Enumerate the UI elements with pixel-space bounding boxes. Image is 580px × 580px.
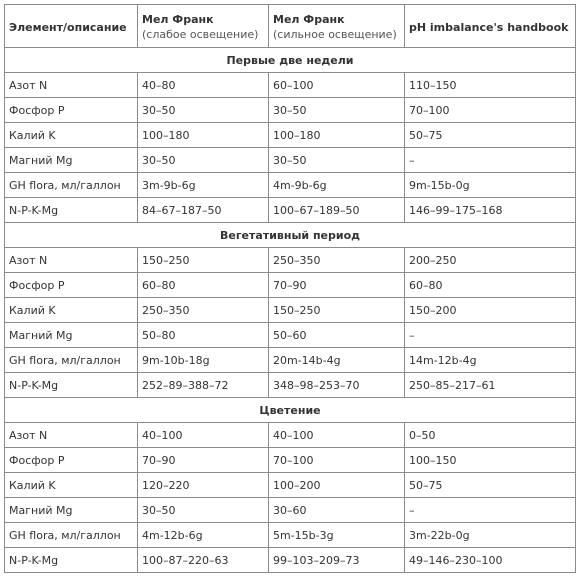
table-row — [5, 373, 576, 398]
table-row — [5, 73, 576, 98]
table-cell: 9m-10b-18g — [138, 348, 269, 373]
table-row — [5, 173, 576, 198]
table-cell: Магний Mg — [5, 148, 138, 173]
header-cell-element — [5, 5, 138, 48]
table-cell: 50–75 — [405, 123, 576, 148]
table-cell: 250–350 — [138, 298, 269, 323]
table-cell: 50–60 — [269, 323, 405, 348]
table-cell: 30–60 — [269, 498, 405, 523]
header-title: Мел Франк — [273, 13, 345, 26]
table-cell: 30–50 — [138, 498, 269, 523]
section-row — [5, 223, 576, 248]
table-cell: 100–200 — [269, 473, 405, 498]
header-title: pH imbalance's handbook — [409, 20, 569, 34]
table-row — [5, 423, 576, 448]
table-cell: Фосфор P — [5, 98, 138, 123]
table-cell: Магний Mg — [5, 498, 138, 523]
section-title: Первые две недели — [5, 48, 576, 73]
table-cell: 3m-22b-0g — [405, 523, 576, 548]
table-cell: 3m-9b-6g — [138, 173, 269, 198]
table-cell: 120–220 — [138, 473, 269, 498]
table-cell: 250–350 — [269, 248, 405, 273]
table-cell: GH flora, мл/галлон — [5, 173, 138, 198]
table-cell: Азот N — [5, 423, 138, 448]
table-cell: 40–100 — [269, 423, 405, 448]
table-row — [5, 273, 576, 298]
nutrient-table-container — [4, 4, 576, 573]
table-cell: 60–80 — [138, 273, 269, 298]
table-cell: 30–50 — [269, 148, 405, 173]
table-cell: 60–80 — [405, 273, 576, 298]
table-cell: 70–90 — [138, 448, 269, 473]
table-row — [5, 148, 576, 173]
table-cell: Калий K — [5, 473, 138, 498]
section-row — [5, 48, 576, 73]
table-cell: 100–87–220–63 — [138, 548, 269, 573]
table-cell: 200–250 — [405, 248, 576, 273]
table-row — [5, 98, 576, 123]
header-title: Элемент/описание — [9, 20, 127, 34]
table-row — [5, 323, 576, 348]
header-cell-mel-frank-high — [269, 5, 405, 48]
table-row — [5, 498, 576, 523]
table-cell: 30–50 — [138, 98, 269, 123]
table-row — [5, 298, 576, 323]
table-cell: 146–99–175–168 — [405, 198, 576, 223]
table-header — [5, 5, 576, 48]
table-row — [5, 123, 576, 148]
table-cell: Фосфор P — [5, 448, 138, 473]
table-cell: 30–50 — [138, 148, 269, 173]
table-cell: 20m-14b-4g — [269, 348, 405, 373]
table-cell: 100–180 — [138, 123, 269, 148]
table-cell: 50–75 — [405, 473, 576, 498]
table-cell: 100–67–189–50 — [269, 198, 405, 223]
table-row — [5, 473, 576, 498]
table-cell: 0–50 — [405, 423, 576, 448]
table-row — [5, 198, 576, 223]
header-title: Мел Франк — [142, 13, 214, 26]
table-cell: 84–67–187–50 — [138, 198, 269, 223]
header-cell-ph-imbalance — [405, 5, 576, 48]
table-cell: 30–50 — [269, 98, 405, 123]
header-subtitle: (слабое освещение) — [142, 28, 259, 41]
table-cell: 100–150 — [405, 448, 576, 473]
table-cell: 100–180 — [269, 123, 405, 148]
table-cell: – — [405, 323, 576, 348]
table-cell: 4m-9b-6g — [269, 173, 405, 198]
table-row — [5, 248, 576, 273]
table-row — [5, 523, 576, 548]
table-cell: Магний Mg — [5, 323, 138, 348]
nutrient-table — [4, 4, 576, 573]
table-cell: 150–200 — [405, 298, 576, 323]
table-cell: – — [405, 498, 576, 523]
table-cell: 150–250 — [269, 298, 405, 323]
table-row — [5, 548, 576, 573]
table-cell: GH flora, мл/галлон — [5, 523, 138, 548]
table-cell: Калий K — [5, 123, 138, 148]
table-cell: 49–146–230–100 — [405, 548, 576, 573]
table-cell: N-P-K-Mg — [5, 373, 138, 398]
header-row — [5, 5, 576, 48]
table-cell: 14m-12b-4g — [405, 348, 576, 373]
table-row — [5, 348, 576, 373]
table-cell: 70–100 — [269, 448, 405, 473]
section-row — [5, 398, 576, 423]
table-cell: 60–100 — [269, 73, 405, 98]
table-cell: Азот N — [5, 73, 138, 98]
table-cell: 4m-12b-6g — [138, 523, 269, 548]
table-cell: 250–85–217–61 — [405, 373, 576, 398]
table-cell: 348–98–253–70 — [269, 373, 405, 398]
table-cell: 110–150 — [405, 73, 576, 98]
table-cell: 70–100 — [405, 98, 576, 123]
section-title: Цветение — [5, 398, 576, 423]
table-cell: GH flora, мл/галлон — [5, 348, 138, 373]
table-cell: Азот N — [5, 248, 138, 273]
table-cell: 50–80 — [138, 323, 269, 348]
table-cell: Калий K — [5, 298, 138, 323]
section-title: Вегетативный период — [5, 223, 576, 248]
table-cell: 9m-15b-0g — [405, 173, 576, 198]
table-cell: – — [405, 148, 576, 173]
header-cell-mel-frank-low — [138, 5, 269, 48]
table-cell: 40–80 — [138, 73, 269, 98]
header-subtitle: (сильное освещение) — [273, 28, 397, 41]
table-cell: 252–89–388–72 — [138, 373, 269, 398]
table-cell: 5m-15b-3g — [269, 523, 405, 548]
table-cell: 99–103–209–73 — [269, 548, 405, 573]
table-cell: Фосфор P — [5, 273, 138, 298]
table-cell: 40–100 — [138, 423, 269, 448]
table-cell: N-P-K-Mg — [5, 548, 138, 573]
table-cell: N-P-K-Mg — [5, 198, 138, 223]
table-row — [5, 448, 576, 473]
table-cell: 70–90 — [269, 273, 405, 298]
table-cell: 150–250 — [138, 248, 269, 273]
table-body — [5, 48, 576, 573]
